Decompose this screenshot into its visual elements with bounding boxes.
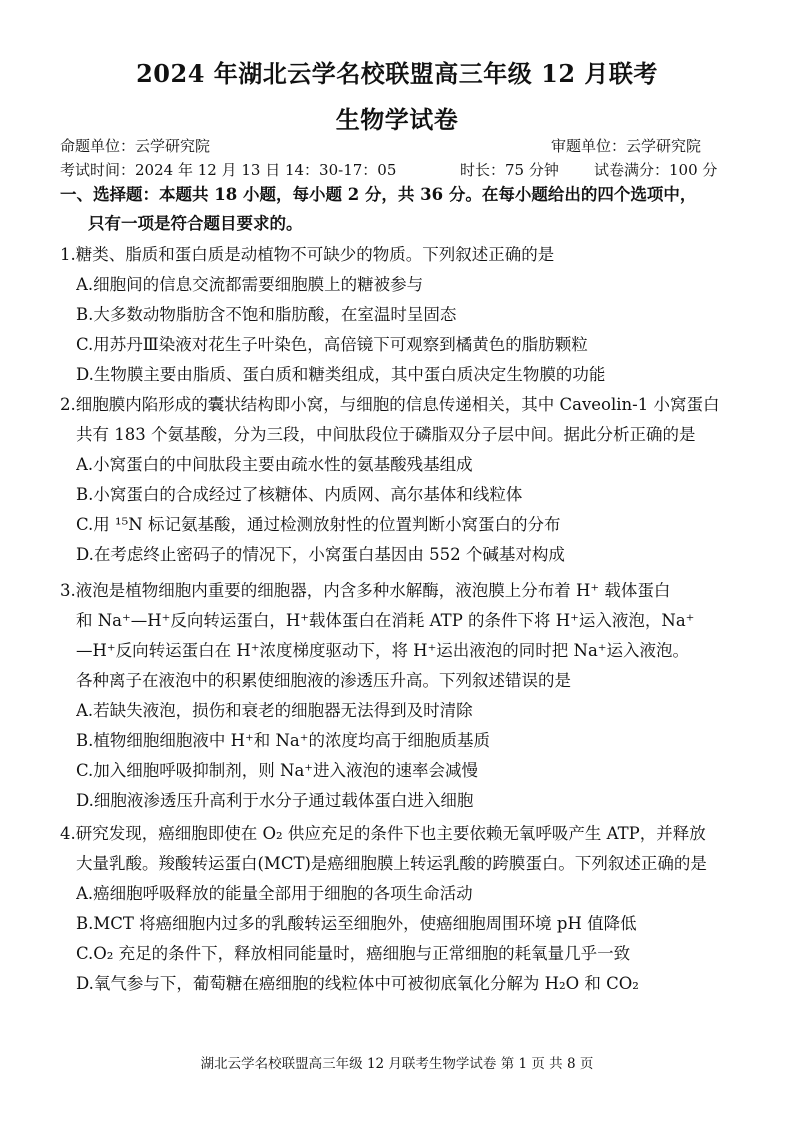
question-4-option-c: C.O₂ 充足的条件下，释放相同能量时，癌细胞与正常细胞的耗氧量几乎一致	[76, 944, 631, 963]
setter-unit: 命题单位：云学研究院	[60, 137, 211, 155]
question-2-stem: 2.细胞膜内陷形成的囊状结构即小窝，与细胞的信息传递相关，其中 Caveolin-1 小窝蛋白	[60, 395, 720, 414]
exam-subject: 生物学试卷	[335, 105, 459, 134]
question-4-stem-cont: 大量乳酸。羧酸转运蛋白(MCT)是癌细胞膜上转运乳酸的跨膜蛋白。下列叙述正确的是	[76, 854, 707, 873]
exam-duration: 时长：75 分钟	[460, 161, 559, 179]
exam-time: 考试时间：2024 年 12 月 13 日 14：30-17：05	[60, 161, 397, 179]
question-4-stem: 4.研究发现，癌细胞即使在 O₂ 供应充足的条件下也主要依赖无氧呼吸产生 ATP，并释放	[60, 824, 706, 843]
page-footer: 湖北云学名校联盟高三年级 12 月联考生物学试卷 第 1 页 共 8 页	[200, 1056, 594, 1072]
question-4-option-a: A.癌细胞呼吸释放的能量全部用于细胞的各项生命活动	[76, 884, 473, 903]
question-1-option-d: D.生物膜主要由脂质、蛋白质和糖类组成，其中蛋白质决定生物膜的功能	[76, 365, 606, 384]
question-3-stem-cont-3: 各种离子在液泡中的积累使细胞液的渗透压升高。下列叙述错误的是	[76, 671, 571, 690]
question-3-stem: 3.液泡是植物细胞内重要的细胞器，内含多种水解酶，液泡膜上分布着 H⁺ 载体蛋白	[60, 581, 671, 600]
exam-title: 2024 年湖北云学名校联盟高三年级 12 月联考	[136, 59, 658, 88]
question-1-option-c: C.用苏丹Ⅲ染液对花生子叶染色，高倍镜下可观察到橘黄色的脂肪颗粒	[76, 335, 588, 354]
section-heading-cont: 只有一项是符合题目要求的。	[88, 214, 303, 233]
reviewer-unit: 审题单位：云学研究院	[551, 137, 702, 155]
question-1-option-a: A.细胞间的信息交流都需要细胞膜上的糖被参与	[76, 275, 424, 294]
full-score: 试卷满分：100 分	[594, 161, 718, 179]
question-3-option-c: C.加入细胞呼吸抑制剂，则 Na⁺进入液泡的速率会减慢	[76, 761, 479, 780]
question-3-option-a: A.若缺失液泡，损伤和衰老的细胞器无法得到及时清除	[76, 701, 473, 720]
question-1-option-b: B.大多数动物脂肪含不饱和脂肪酸，在室温时呈固态	[76, 305, 457, 324]
question-3-stem-cont-1: 和 Na⁺—H⁺反向转运蛋白，H⁺载体蛋白在消耗 ATP 的条件下将 H⁺运入液泡，Na⁺	[76, 611, 695, 630]
question-3-option-b: B.植物细胞细胞液中 H⁺和 Na⁺的浓度均高于细胞质基质	[76, 731, 490, 750]
question-1-stem: 1.糖类、脂质和蛋白质是动植物不可缺少的物质。下列叙述正确的是	[60, 245, 555, 264]
question-4-option-b: B.MCT 将癌细胞内过多的乳酸转运至细胞外，使癌细胞周围环境 pH 值降低	[76, 914, 637, 933]
question-2-option-d: D.在考虑终止密码子的情况下，小窝蛋白基因由 552 个碱基对构成	[76, 545, 565, 564]
question-3-stem-cont-2: —H⁺反向转运蛋白在 H⁺浓度梯度驱动下，将 H⁺运出液泡的同时把 Na⁺运入液泡。	[76, 641, 690, 660]
question-2-stem-cont: 共有 183 个氨基酸，分为三段，中间肽段位于磷脂双分子层中间。据此分析正确的是	[76, 425, 696, 444]
question-4-option-d: D.氧气参与下，葡萄糖在癌细胞的线粒体中可被彻底氧化分解为 H₂O 和 CO₂	[76, 974, 639, 993]
question-2-option-a: A.小窝蛋白的中间肽段主要由疏水性的氨基酸残基组成	[76, 455, 473, 474]
question-2-option-b: B.小窝蛋白的合成经过了核糖体、内质网、高尔基体和线粒体	[76, 485, 523, 504]
section-heading: 一、选择题：本题共 18 小题，每小题 2 分，共 36 分。在每小题给出的四个选项中，	[60, 185, 697, 204]
question-2-option-c: C.用 ¹⁵N 标记氨基酸，通过检测放射性的位置判断小窝蛋白的分布	[76, 515, 561, 534]
question-3-option-d: D.细胞液渗透压升高利于水分子通过载体蛋白进入细胞	[76, 791, 474, 810]
